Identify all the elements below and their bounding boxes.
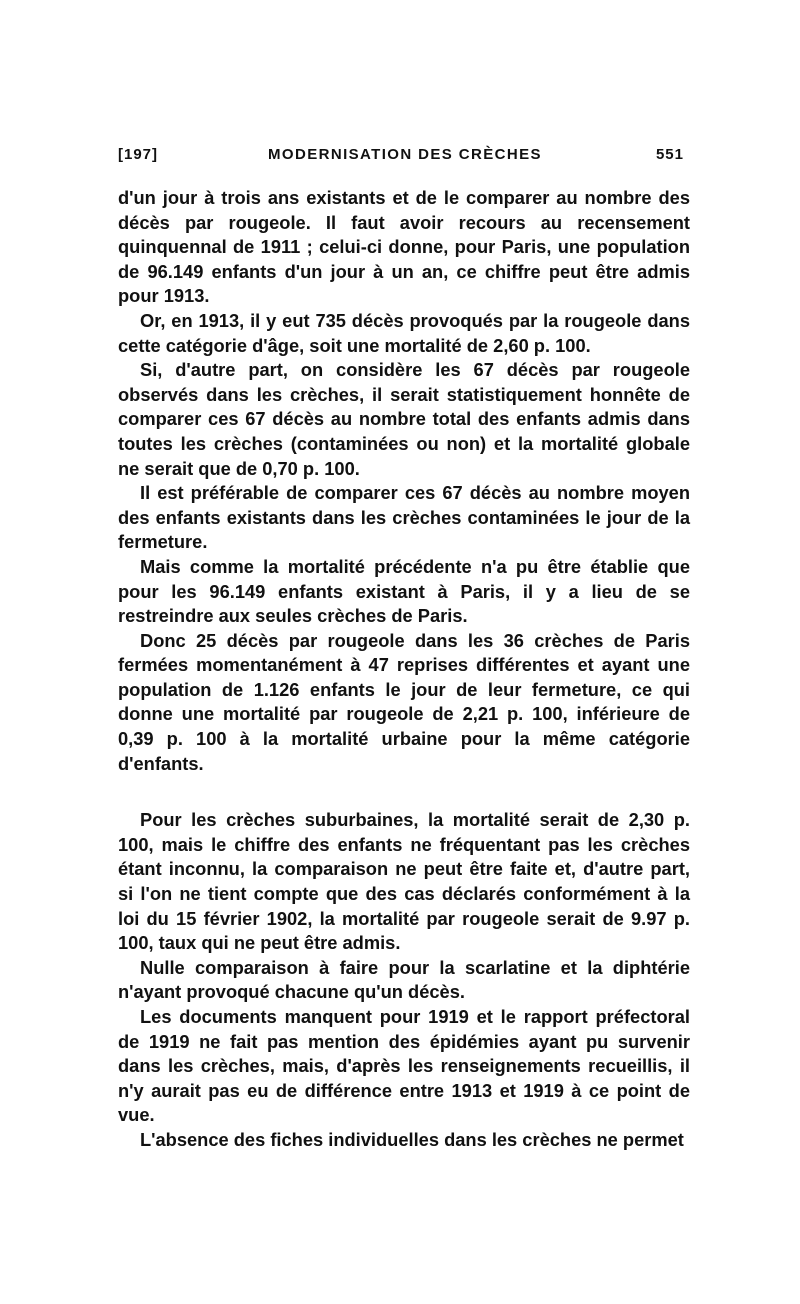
paragraph: Il est préférable de comparer ces 67 décès au nombre moyen des enfants existants dans les crèches contaminées le jour de la fermeture. (118, 482, 690, 553)
paragraph: Pour les crèches suburbaines, la mortalité serait de 2,30 p. 100, mais le chiffre des enfants ne fréquentant pas les crèches étant inconnu, la comparaison ne peut être faite et, d'autre part, si l'on ne tient compte que des cas déclarés conformément à la loi du 15 février 1902, la mortalité par rougeole serait de 9.97 p. 100, taux qui ne peut être admis. (118, 809, 690, 954)
page-number: 551 (655, 146, 684, 163)
running-title: MODERNISATION DES CRÈCHES (268, 146, 542, 163)
paragraph-continuation: d'un jour à trois ans existants et de le comparer au nombre des décès par rougeole. Il faut avoir recours au recensement quinquennal de 1911 ; celui-ci donne, pour Paris, une population de 96.149 enfants d'un jour à un an, ce chiffre peut être admis pour 1913. (118, 187, 690, 307)
paragraph: L'absence des fiches individuelles dans les crèches ne permet (140, 1128, 684, 1150)
paragraph: Nulle comparaison à faire pour la scarlatine et la diphtérie n'ayant provoqué chacune qu'un décès. (118, 956, 690, 1003)
paragraph: Les documents manquent pour 1919 et le rapport préfectoral de 1919 ne fait pas mention des épidémies ayant pu survenir dans les crèches, mais, d'après les renseignements recueillis, il n'y aurait pas eu de différence entre 1913 et 1919 à ce point de vue. (118, 1006, 690, 1126)
running-head (118, 146, 684, 170)
paragraph: Or, en 1913, il y eut 735 décès provoqués par la rougeole dans cette catégorie d'âge, soit une mortalité de 2,60 p. 100. (118, 309, 690, 356)
paragraph: Donc 25 décès par rougeole dans les 36 crèches de Paris fermées momentanément à 47 reprises différentes et ayant une population de 1.126 enfants le jour de leur fermeture, ce qui donne une mortalité par rougeole de 2,21 p. 100, inférieure de 0,39 p. 100 à la mortalité urbaine pour la même catégorie d'enfants. (118, 629, 690, 774)
page-reference: [197] (118, 146, 159, 163)
body-text (118, 186, 690, 1153)
paragraph: Si, d'autre part, on considère les 67 décès par rougeole observés dans les crèches, il serait statistiquement honnête de comparer ces 67 décès au nombre total des enfants admis dans toutes les crèches (contaminées ou non) et la mortalité globale ne serait que de 0,70 p. 100. (118, 359, 690, 479)
paragraph: Mais comme la mortalité précédente n'a pu être établie que pour les 96.149 enfants existant à Paris, il y a lieu de se restreindre aux seules crèches de Paris. (118, 555, 690, 627)
